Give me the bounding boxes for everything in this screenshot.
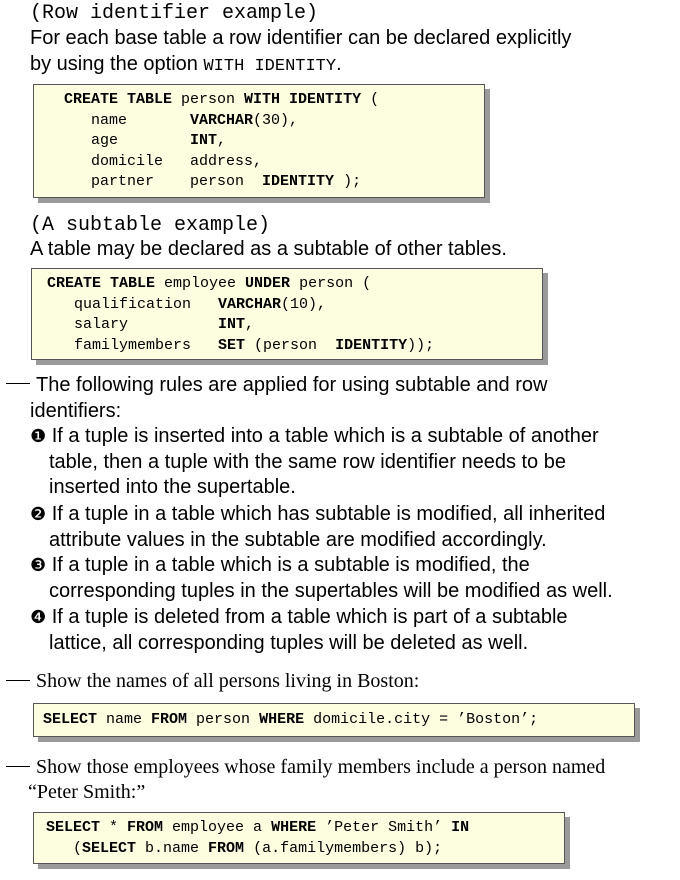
code-block-create-employee [31, 268, 543, 360]
paragraph-subtable: A table may be declared as a subtable of other tables. [30, 238, 507, 260]
numbered-bullet-icon: ❹ [30, 607, 47, 627]
code-text: SELECT * FROM employee a WHERE ’Peter Smith’ IN (SELECT b.name FROM (a.familymembers) b); [46, 819, 470, 857]
rule-item-1: ❶ If a tuple is inserted into a table which is a subtable of another table, then a tuple with the same row identifier needs to be inserted into the supertable. [30, 425, 599, 498]
section-heading-row-identifier: (Row identifier example) [30, 2, 319, 25]
paragraph-line: For each base table a row identifier can be declared explicitly [30, 27, 572, 49]
rules-intro-line: The following rules are applied for using subtable and row [6, 373, 547, 399]
code-text: SELECT name FROM person WHERE domicile.city = ’Boston’; [43, 711, 539, 728]
rules-intro-line: identifiers: [30, 399, 122, 422]
numbered-bullet-icon: ❸ [30, 555, 47, 575]
rules-section [6, 373, 547, 424]
code-block-select-boston [33, 703, 635, 737]
inline-code: WITH IDENTITY [203, 57, 337, 76]
dash-marker [6, 680, 30, 681]
rule-item-2: ❷ If a tuple in a table which has subtable is modified, all inherited attribute values in the subtable are modified accordingly. [30, 503, 606, 551]
dash-marker [6, 766, 30, 767]
section-heading-subtable: (A subtable example) [30, 214, 271, 237]
code-block-select-peter-smith [33, 812, 565, 864]
paragraph-line: by using the option WITH IDENTITY. [30, 53, 342, 76]
rule-item-3: ❸ If a tuple in a table which is a subtable is modified, the corresponding tuples in the supertables will be modified as well. [30, 554, 613, 602]
rule-item-4: ❹ If a tuple is deleted from a table which is part of a subtable lattice, all corresponding tuples will be deleted as well. [30, 606, 568, 654]
query1-description: Show the names of all persons living in Boston: [6, 670, 419, 693]
code-text: CREATE TABLE person WITH IDENTITY ( name VARCHAR(30), age INT, domicile address, partner person IDENTITY ); [64, 91, 380, 190]
code-text: CREATE TABLE employee UNDER person ( qualification VARCHAR(10), salary INT, familymembers SET (person IDENTITY)); [47, 275, 435, 354]
paragraph-row-identifier [30, 25, 571, 80]
numbered-bullet-icon: ❷ [30, 504, 47, 524]
query2-description: Show those employees whose family members include a person named “Peter Smith:” [6, 755, 605, 805]
dash-marker [6, 383, 30, 384]
code-block-create-person [33, 84, 485, 198]
numbered-bullet-icon: ❶ [30, 426, 47, 446]
